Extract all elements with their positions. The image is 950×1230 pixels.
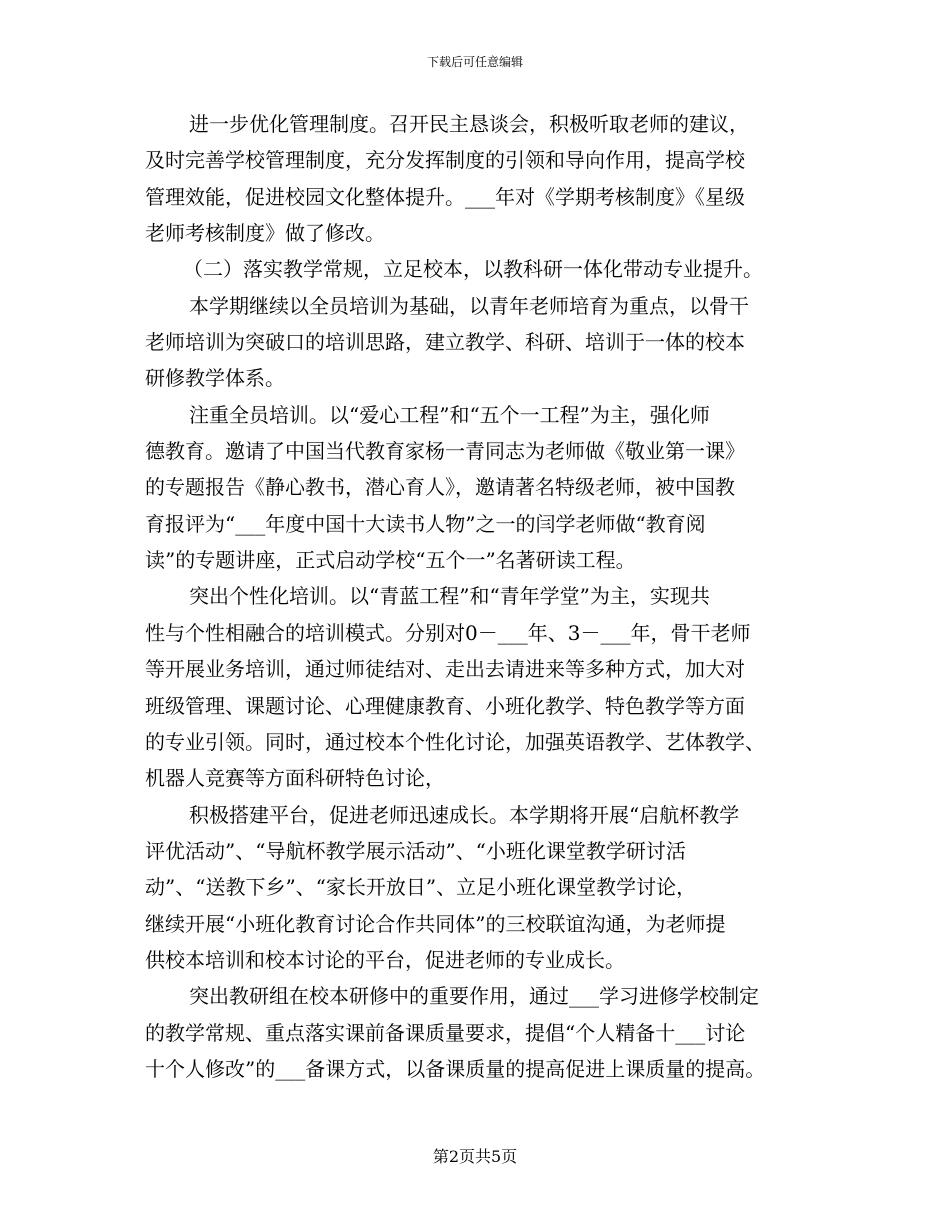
text-line: 供校本培训和校本讨论的平台，促进老师的专业成长。 (145, 947, 625, 972)
text-line: 老师培训为突破口的培训思路，建立教学、科研、培训于一体的校本 (145, 330, 745, 355)
text-line: 进一步优化管理制度。召开民主恳谈会，积极听取老师的建议， (189, 112, 749, 136)
text-line: 十个人修改”的___备课方式，以备课质量的提高促进上课质量的提高。 (145, 1056, 766, 1081)
page-header: 下载后可任意编辑 (426, 55, 523, 69)
text-line: 及时完善学校管理制度，充分发挥制度的引领和导向作用，提高学校 (145, 148, 745, 173)
text-line: 突出教研组在校本研修中的重要作用，通过___学习进修学校制定 (189, 984, 759, 1009)
text-line: 动”、“送教下乡”、“家长开放日”、立足小班化课堂教学讨论， (145, 875, 697, 900)
text-line: 的教学常规、重点落实课前备课质量要求，提倡“个人精备十___讨论 (145, 1020, 746, 1045)
text-line: 突出个性化培训。以“青蓝工程”和“青年学堂”为主，实现共 (189, 584, 710, 609)
text-line: 管理效能，促进校园文化整体提升。___年对《学期考核制度》《星级 (145, 184, 745, 209)
text-line: 的专题报告《静心教书，潜心育人》，邀请著名特级老师，被中国教 (145, 475, 735, 500)
text-line: 读”的专题讲座，正式启动学校“五个一”名著研读工程。 (145, 548, 636, 573)
text-line: 评优活动”、“导航杯教学展示活动”、“小班化课堂教学研讨活 (145, 838, 686, 863)
text-line: 班级管理、课题讨论、心理健康教育、小班化教学、特色教学等方面 (145, 693, 745, 718)
text-line: 德教育。邀请了中国当代教育家杨一青同志为老师做《敬业第一课》 (145, 439, 745, 464)
text-line: 老师考核制度》做了修改。 (145, 221, 385, 246)
text-line: 等开展业务培训，通过师徒结对、走出去请进来等多种方式，加大对 (145, 657, 745, 682)
text-line: 机器人竞赛等方面科研特色讨论， (145, 766, 445, 791)
text-line: 积极搭建平台，促进老师迅速成长。本学期将开展“启航杯教学 (189, 802, 740, 827)
text-line: 注重全员培训。以“爱心工程”和“五个一工程”为主，强化师 (189, 402, 710, 427)
text-line: 育报评为“___年度中国十大读书人物”之一的闫学老师做“教育阅 (145, 511, 706, 536)
text-line: 研修教学体系。 (145, 366, 285, 391)
page-footer: 第2页共5页 (432, 1147, 518, 1166)
text-line: 本学期继续以全员培训为基础，以青年老师培育为重点，以骨干 (189, 293, 749, 318)
section-heading: （二）落实教学常规，立足校本，以教科研一体化带动专业提升。 (183, 257, 763, 282)
text-line: 性与个性相融合的培训模式。分别对0－___年、3－___年，骨干老师 (145, 620, 751, 645)
text-line: 继续开展“小班化教育讨论合作共同体”的三校联谊沟通，为老师提 (145, 911, 726, 936)
text-line: 的专业引领。同时，通过校本个性化讨论，加强英语教学、艺体教学、 (145, 729, 765, 754)
document-body (145, 106, 825, 1087)
